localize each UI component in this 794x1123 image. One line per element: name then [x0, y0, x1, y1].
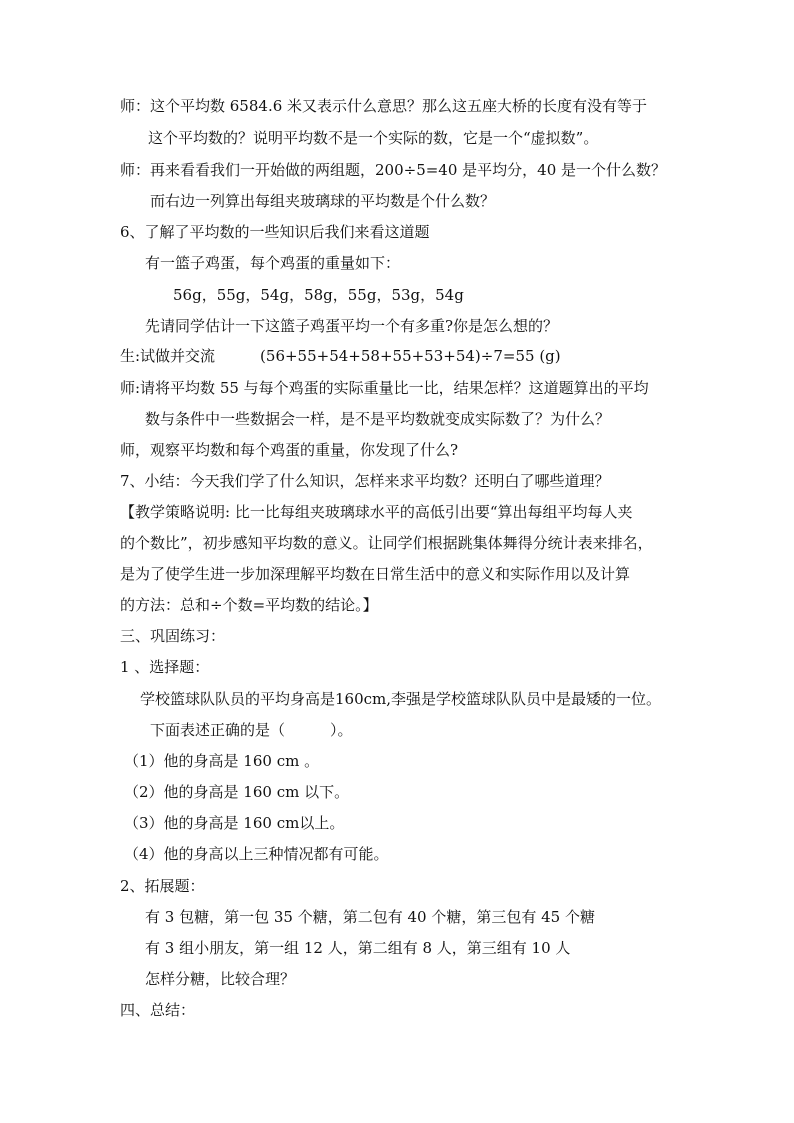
text-line-19: 1 、选择题： [120, 658, 210, 676]
text-line-16: 是为了使学生进一步加深理解平均数在日常生活中的意义和实际作用以及计算 [120, 565, 631, 583]
text-line-12: 师，观察平均数和每个鸡蛋的重量，你发现了什么? [120, 441, 459, 459]
option-2: （2）他的身高是 160 cm 以下。 [124, 783, 350, 801]
text-line-3: 师：再来看看我们一开始做的两组题，200÷5=40 是平均分，40 是一个什么数？ [120, 161, 667, 179]
text-line-4: 而右边一列算出每组夹玻璃球的平均数是个什么数？ [150, 192, 496, 210]
text-line-6: 有一篮子鸡蛋，每个鸡蛋的重量如下： [145, 254, 401, 272]
text-line-27: 有 3 包糖，第一包 35 个糖，第二包有 40 个糖，第三包有 45 个糖 [145, 908, 595, 926]
option-1: （1）他的身高是 160 cm 。 [124, 752, 320, 770]
text-line-9: 生:试做并交流 (56+55+54+58+55+53+54)÷7=55 (g) [120, 347, 561, 365]
text-line-14: 【教学策略说明: 比一比每组夹玻璃球水平的高低引出要“算出每组平均每人夹 [120, 503, 633, 521]
text-line-1: 师：这个平均数 6584.6 米又表示什么意思？那么这五座大桥的长度有没有等于 [120, 97, 648, 115]
text-line-2: 这个平均数的？说明平均数不是一个实际的数，它是一个“虚拟数”。 [148, 129, 599, 147]
section-heading-4: 四、总结： [120, 1001, 196, 1019]
text-line-15: 的个数比”，初步感知平均数的意义。让同学们根据跳集体舞得分统计表来排名， [120, 534, 653, 552]
text-line-8: 先请同学估计一下这篮子鸡蛋平均一个有多重?你是怎么想的？ [145, 317, 559, 335]
text-line-5: 6、了解了平均数的一些知识后我们来看这道题 [120, 223, 430, 241]
text-line-17: 的方法：总和÷个数=平均数的结论。】 [120, 596, 378, 614]
text-line-21: 下面表述正确的是（ ）。 [150, 721, 353, 739]
section-heading-3: 三、巩固练习： [120, 627, 226, 645]
text-line-26: 2、拓展题： [120, 877, 205, 895]
text-line-7: 56g，55g，54g，58g，55g，53g，54g [173, 286, 464, 304]
text-line-29: 怎样分糖，比较合理？ [145, 970, 296, 988]
option-4: （4）他的身高以上三种情况都有可能。 [124, 845, 389, 863]
text-line-13: 7、小结：今天我们学了什么知识，怎样来求平均数？还明白了哪些道理？ [120, 472, 610, 490]
text-line-28: 有 3 组小朋友，第一组 12 人，第二组有 8 人，第三组有 10 人 [145, 939, 571, 957]
text-line-11: 数与条件中一些数据会一样，是不是平均数就变成实际数了？为什么？ [145, 410, 611, 428]
text-line-20: 学校篮球队队员的平均身高是160cm,李强是学校篮球队队员中是最矮的一位。 [140, 690, 662, 708]
text-line-10: 师:请将平均数 55 与每个鸡蛋的实际重量比一比，结果怎样？这道题算出的平均 [120, 379, 649, 397]
option-3: （3）他的身高是 160 cm以上。 [124, 814, 345, 832]
